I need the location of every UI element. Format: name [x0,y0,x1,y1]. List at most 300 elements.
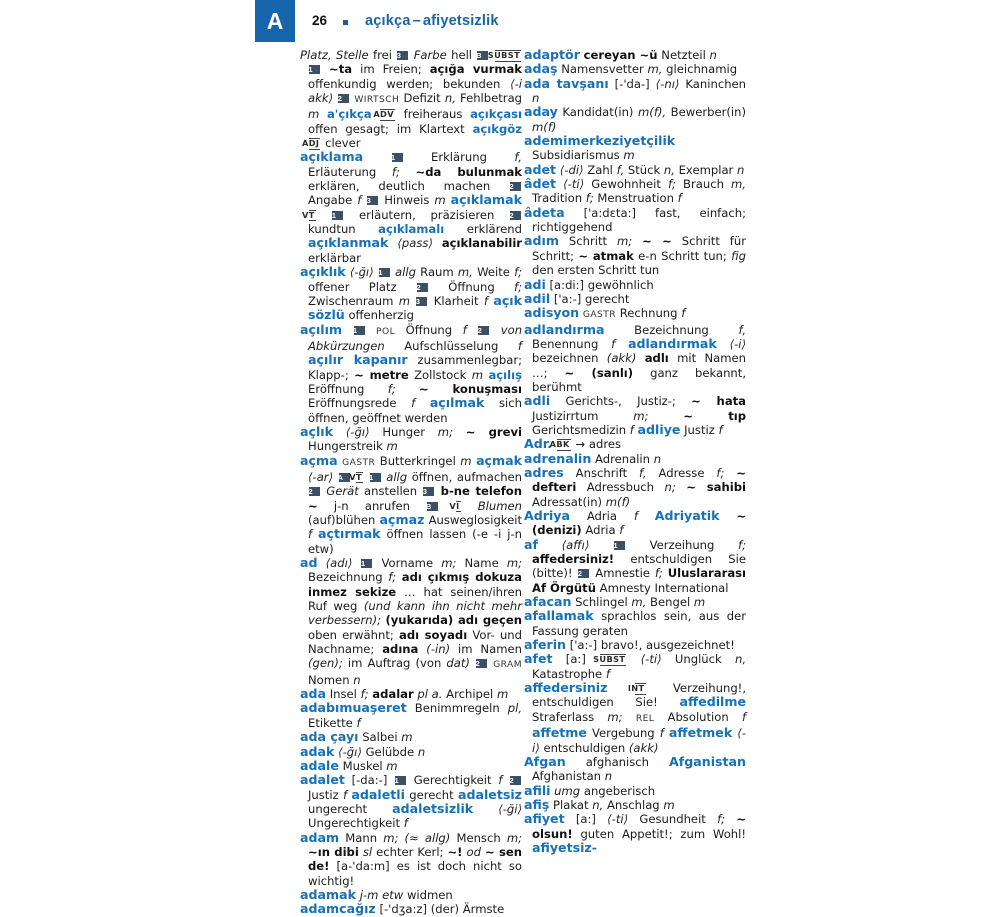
sense-number-marker: B [427,502,438,511]
pronunciation: ['a:-] [553,291,582,306]
column-left [300,48,522,917]
gender-or-italic-gloss: Platz, Stelle [300,48,369,62]
entry-text: Exemplar [678,162,734,177]
headword[interactable]: adaş [524,61,558,77]
entry-text: Gewohnheit [591,177,661,192]
entry-text: den ersten Schritt tun [532,263,660,278]
entry-text: Fehlbetrag [460,91,523,106]
dictionary-entry [524,105,746,134]
example-phrase: ~ın dibi [308,844,359,859]
entry-text: im Freien; [360,62,422,77]
headword[interactable]: adamcağız [300,901,376,917]
entry-text: clever [325,136,361,151]
gender-or-italic-gloss: m [398,293,411,308]
headword[interactable]: adak [300,743,335,759]
gender-or-italic-gloss: m, [647,62,663,77]
entry-text: Hungerstreik [308,439,383,454]
gender-or-italic-gloss: allg [395,265,416,280]
headword[interactable]: Adr. [524,436,552,452]
gender-or-italic-gloss: n, [592,797,604,812]
headword[interactable]: adam [300,829,340,845]
sense-number-marker: 1 [392,153,403,162]
grammar-note: ⟨-ar⟩ [308,469,334,484]
headword[interactable]: açıklık [300,264,346,280]
headword[interactable]: Afgan [524,753,566,769]
square-bullet-icon [343,20,348,25]
sense-number-marker: 1 [332,211,343,220]
entry-text: Absolution [667,709,729,724]
pronunciation: [a:di:] [549,277,585,292]
subject-field-label: POL [376,326,396,337]
entry-text: ungerecht [308,801,368,816]
entry-text: → adres [575,437,622,452]
example-phrase: (yukarıda) adı geçen [385,613,523,628]
dictionary-entry [300,265,522,322]
entry-text: öffnen lassen (-e -i j-n etw) [308,527,522,556]
part-of-speech-box: ADV [373,109,394,120]
entry-text: Amnesty International [599,580,729,595]
entry-text: Gelübde [365,744,415,759]
headword[interactable]: açılır kapanır [308,352,408,368]
gender-or-italic-gloss: f; [717,812,726,827]
sense-number-marker: 2 [478,326,489,335]
gender-or-italic-gloss: allg [386,469,408,484]
sense-number-marker: 2 [578,569,589,578]
gender-or-italic-gloss: sl [362,844,373,859]
headword[interactable]: adaletsiz [457,786,522,802]
gender-or-italic-gloss: m [663,797,675,812]
headword[interactable]: açıklama [300,149,364,165]
headword[interactable]: adale [300,757,339,773]
gender-or-italic-gloss: m [496,687,509,702]
gender-or-italic-gloss: j-m etw [359,887,404,902]
sense-number-marker: 1 [354,326,365,335]
entry-text: freiheraus [403,107,463,122]
grammar-note: ⟨-ti⟩ [640,652,662,667]
entry-text: öffnen, aufmachen [411,469,523,484]
dictionary-entry [300,425,522,454]
headword[interactable]: ad [300,555,318,571]
dictionary-entry [524,812,746,855]
gender-or-italic-gloss: f, [639,465,647,480]
dictionary-entry [524,394,746,437]
sense-number-marker: 2 [309,487,320,496]
entry-text: afghanisch [585,754,650,769]
gender-or-italic-gloss: m(f), [638,105,667,120]
gender-or-italic-gloss: fig [731,248,747,263]
headword[interactable]: açıklamalı [378,222,445,237]
entry-text: Insel [329,687,357,702]
gender-or-italic-gloss: f [677,191,682,206]
gender-or-italic-gloss: m [434,193,446,208]
subject-field-label: GASTR [582,310,617,321]
gender-or-italic-gloss: m; [616,234,633,249]
headword[interactable]: adaletsizlik [392,800,474,816]
headword[interactable]: açıklanmak [308,235,389,251]
pronunciation: [a-'da:m] [336,859,390,874]
entry-text: Öffnung [448,279,495,294]
gender-or-italic-gloss: f; [388,570,397,585]
entry-text: Justiz [308,787,339,802]
headword[interactable]: affedilme [679,694,747,710]
entry-text: Muskel [342,758,383,773]
sense-number-marker: 2 [476,659,487,668]
headword[interactable]: ada tavşanı [524,75,609,91]
entry-text: Adria [585,523,616,538]
headword[interactable]: açmak [476,452,523,468]
entry-text: Klarheit [433,293,479,308]
headword-range [365,13,499,29]
headword[interactable]: adaptör [524,47,580,62]
entry-text: Tradition [532,191,583,206]
dictionary-entry [300,730,522,744]
gender-or-italic-gloss: (akk) [606,351,637,366]
entry-text: Hinweis [384,193,430,208]
gender-or-italic-gloss: (akk) [628,740,659,755]
entry-text: Zollstock [414,367,467,382]
gender-or-italic-gloss: m; [437,424,453,439]
dictionary-entry [300,150,522,265]
entry-text: es ist doch nicht so wichtig! [308,859,523,888]
entry-text: Justizirrtum [532,408,599,423]
example-phrase: ~ atmak [578,248,634,263]
entry-text: erklärend [466,222,523,237]
gender-or-italic-gloss: Farbe [413,48,447,62]
grammar-note: ⟨-ğı⟩ [338,744,362,759]
sense-number-marker: 3 [367,196,378,205]
example-phrase: b-ne telefon ~ [308,484,522,513]
running-head [312,13,499,29]
headword[interactable]: açılmak [429,395,485,411]
entry-text: (auf)blühen [308,513,376,527]
dictionary-entry [524,538,746,595]
entry-text: Gesundheit [639,812,706,827]
headword[interactable]: açılış [488,367,522,382]
example-phrase: ~ metre [354,367,409,382]
headword[interactable]: ademimerkeziyetçilik [524,133,676,149]
gender-or-italic-gloss: m(f) [605,494,631,509]
dictionary-entry [300,48,522,150]
gender-or-italic-gloss: od [466,844,481,859]
grammar-note: ⟨affı⟩ [561,537,590,552]
dictionary-entry [524,77,746,106]
example-phrase: ~ ~ [642,234,672,249]
headword[interactable]: açılım [300,321,343,337]
entry-text: Adressat(in) [532,494,603,509]
entry-text: entschuldigen Sie (bitte)! [532,552,746,581]
entry-text: Netzteil [661,48,706,62]
pronunciation: [-da:-] [351,773,388,788]
entry-text: Angabe [308,193,353,208]
gender-or-italic-gloss: f [411,396,416,411]
dictionary-entry [524,681,746,755]
entry-text: Straferlass [532,709,595,724]
headword[interactable]: Afganistan [669,753,747,769]
gender-or-italic-gloss: f; [716,465,725,480]
alphabet-thumb-tab-a[interactable]: A [255,0,295,42]
entry-text: Vor- und Nachname; [308,627,523,657]
dictionary-entry [524,595,746,609]
entry-text: sich öffnen, geöffnet werden [308,396,522,425]
headword[interactable]: afiyetsiz- [532,839,597,855]
gender-or-italic-gloss: f [462,322,467,337]
headword[interactable]: afiş [524,796,550,812]
entry-text: Bewerber(in) [670,105,746,120]
entry-text: Bezeichnung [308,570,383,585]
pronunciation: [a:] [565,652,586,667]
pronunciation: [-'da-] [614,76,650,91]
headword[interactable]: adil [524,290,551,306]
example-phrase: ~da bulunmak [415,164,522,179]
gender-or-italic-gloss: m [308,107,320,122]
grammar-note: ⟨-ğı⟩ [345,424,370,439]
headword[interactable]: afili [524,782,551,798]
headword[interactable]: açık sözlü [308,292,522,323]
dictionary-entry [300,902,522,916]
entry-text: Brauch [683,177,724,192]
entry-text: bravo!, ausgezeichnet! [600,638,735,653]
entry-text: Name [464,556,499,571]
entry-text: Gerichtsmedizin [532,422,627,437]
entry-text: frei [372,48,392,62]
headword[interactable]: açmaz [379,512,425,527]
part-of-speech-box: SUBST [593,654,626,665]
gender-or-italic-gloss: m, [631,595,647,610]
headword[interactable]: adet [524,161,557,177]
pronunciation: [a:] [575,812,596,827]
entry-text: Schritt [568,234,608,249]
headword[interactable]: açtırmak [318,526,381,542]
headword[interactable]: afiyet [524,811,565,827]
example-phrase: ~ (sanlı) [564,365,634,380]
sense-number-marker: 2 [510,776,521,785]
dictionary-entry [524,784,746,798]
gender-or-italic-gloss: f [605,666,610,681]
entry-text: erläutern, präzisieren [358,207,495,222]
entry-text: Erläuterung [308,164,377,179]
dictionary-entry [524,652,746,681]
grammar-note: ⟨-i⟩ [532,726,747,755]
example-phrase: adalar [372,687,414,702]
headword[interactable]: Adriya [524,508,570,523]
headword[interactable]: adli [524,393,551,409]
example-phrase: ~! [447,844,463,859]
sense-number-marker: 1 [370,473,381,482]
headword[interactable]: afet [524,651,553,667]
gender-or-italic-gloss: m [623,148,635,163]
gender-or-italic-gloss: n, [444,91,456,106]
sense-number-marker: 1 [361,559,372,568]
headword[interactable]: adrenalin [524,450,592,466]
subject-field-label: GASTR [342,457,376,468]
gender-or-italic-gloss: n [737,162,745,177]
dictionary-entry [300,687,522,701]
headword[interactable]: adres [524,464,564,480]
part-of-speech-box: VT [349,471,363,482]
page-number: 26 [312,13,328,28]
gender-or-italic-gloss: n, [663,162,675,177]
gender-or-italic-gloss: f; [654,566,663,581]
gender-or-italic-gloss: f [498,773,503,788]
grammar-note: ⟨-ti⟩ [607,812,629,827]
headword[interactable]: aday [524,104,558,120]
headword[interactable]: Adriyatik [654,508,720,523]
grammar-note: ⟨-ti⟩ [563,177,585,192]
headword[interactable]: açıkgöz [472,121,522,136]
entry-text: Adresse [658,465,705,480]
gender-or-italic-gloss: f, [738,322,747,337]
gender-or-italic-gloss: n [353,672,361,687]
headword[interactable]: aferin [524,637,567,653]
gender-or-italic-gloss: Blumen [477,498,523,513]
gender-or-italic-gloss: m [386,758,398,773]
gender-or-italic-gloss: f [517,338,522,353]
gender-or-italic-gloss: m [471,367,484,382]
sense-number-marker: 3 [423,487,434,496]
example-phrase: ~ olsun! [532,812,747,841]
part-of-speech-box: SUBST [487,50,521,60]
gender-or-italic-gloss: f [629,422,634,437]
dictionary-entry [300,888,522,902]
entry-text: Defizit [403,91,441,106]
gender-or-italic-gloss: n, [735,652,747,667]
entry-text: im Namen [458,642,522,657]
gender-or-italic-gloss: m(f) [532,119,557,134]
entry-text: Adressbuch [586,480,655,495]
gender-or-italic-gloss: f [308,527,313,542]
headword[interactable]: afallamak [524,608,594,624]
dictionary-entry [524,292,746,306]
entry-text: Unglück [674,652,722,667]
gender-or-italic-gloss: f, [616,162,625,177]
grammar-note: ⟨-nı⟩ [655,76,680,91]
headword[interactable]: adlandırmak [627,335,717,351]
part-of-speech-box: VI [449,500,460,511]
headword[interactable]: açlık [300,423,333,439]
entry-text: Namensvetter [561,62,644,77]
gender-or-italic-gloss: f; [360,687,369,702]
gender-or-italic-gloss: m; [506,830,523,845]
pronunciation: [-'dʒa:z] [379,902,428,917]
entry-text: Weite [477,265,510,280]
part-of-speech-box: ABK [549,439,570,450]
headword[interactable]: âdet [524,176,557,192]
entry-text: e-n Schritt tun; [638,248,727,263]
gender-or-italic-gloss: m [401,730,413,745]
headword[interactable]: adalet [300,772,345,788]
example-phrase: ~ sahibi [686,480,746,495]
dictionary-entry [524,509,746,538]
headword[interactable]: adaletli [351,786,405,802]
entry-text: Hunger [382,424,426,439]
entry-text: kundtun [308,222,356,237]
headword[interactable]: âdeta [524,204,565,220]
entry-text: Zahl [587,162,613,177]
gender-or-italic-gloss: dat) [446,656,470,671]
headword[interactable]: adım [524,233,559,249]
dictionary-entry [524,437,746,451]
entry-text: Gerichts-, Justiz-; [565,394,676,409]
entry-text: Kandidat(in) [562,105,634,120]
gender-or-italic-gloss: m; [633,408,649,423]
headword[interactable]: afacan [524,594,572,610]
entry-text: fast, einfach; richtiggehend [532,205,746,235]
dictionary-entry [300,701,522,730]
entry-text: Justiz [684,422,715,437]
entry-text: Verzeihung [649,537,715,552]
headword[interactable]: affetmek [668,725,733,741]
grammar-note: ⟨-ğı⟩ [349,265,374,280]
headword[interactable]: adlandırma [524,321,605,337]
gender-or-italic-gloss: m, [457,265,473,280]
entry-text: Ausweglosigkeit [428,513,523,527]
gender-or-italic-gloss: m; [383,830,399,845]
gender-or-italic-gloss: f [342,787,348,802]
sense-number-marker: 1 [395,776,406,785]
entry-text: Ungerechtigkeit [308,816,401,831]
page-header [255,0,1000,44]
headword[interactable]: açıkçası [470,107,523,122]
headword[interactable]: af [524,536,538,552]
headword[interactable]: açıklamak [450,192,523,208]
entry-text: Archipel [446,687,494,702]
gender-or-italic-gloss: n [417,744,426,759]
gender-or-italic-gloss: f [611,336,616,351]
entry-text: Adria [586,509,618,523]
example-phrase: ~ konuşması [419,381,523,396]
entry-text: Schlingel [575,595,628,610]
subject-field-label: WIRTSCH [354,95,400,106]
gender-or-italic-gloss: f; [738,537,747,552]
entry-text: Schritt für Schritt; [532,234,746,263]
headword[interactable]: adamak [300,886,357,902]
grammar-note: ⟨-i akk⟩ [308,76,522,106]
entry-text: mit Namen …; [532,351,747,380]
dictionary-entry [524,177,746,206]
dictionary-entry [524,234,746,277]
entry-text: Katastrophe [532,666,603,681]
headword[interactable]: a'çıkça [326,107,372,122]
entry-text: gleichnamig [666,62,738,77]
gender-or-italic-gloss: f [356,715,361,730]
headword[interactable]: affetme [532,725,587,741]
dictionary-entry [300,556,522,687]
grammar-note: ⟨pass⟩ [397,236,433,251]
grammar-note: ⟨-ği⟩ [498,801,522,816]
entry-text: hell [451,48,473,62]
headword[interactable]: adisyon [524,305,580,321]
dictionary-entry [524,278,746,292]
example-phrase: ~ (denizi) [532,509,747,538]
gender-or-italic-gloss: n; [664,480,676,495]
headword[interactable]: ada [300,686,327,702]
dictionary-entry [524,163,746,177]
example-phrase: adlı [644,351,669,366]
gender-or-italic-gloss: f [681,306,686,321]
headword[interactable]: adi [524,276,546,292]
gender-or-italic-gloss: f; [514,265,523,280]
entry-text: entschuldigen [543,740,626,755]
headword[interactable]: adabımuaşeret [300,700,407,716]
dictionary-entry [524,755,746,784]
gender-or-italic-gloss: (und kann ihn nicht mehr verbessern); [308,599,523,628]
grammar-note: ⟨-di⟩ [559,162,584,177]
headword[interactable]: açma [300,452,338,468]
example-phrase: cereyan ~ü [583,48,658,62]
headword[interactable]: adliye [637,421,681,437]
headword[interactable]: affedersiniz [524,680,608,696]
headword[interactable]: ada çayı [300,729,359,745]
